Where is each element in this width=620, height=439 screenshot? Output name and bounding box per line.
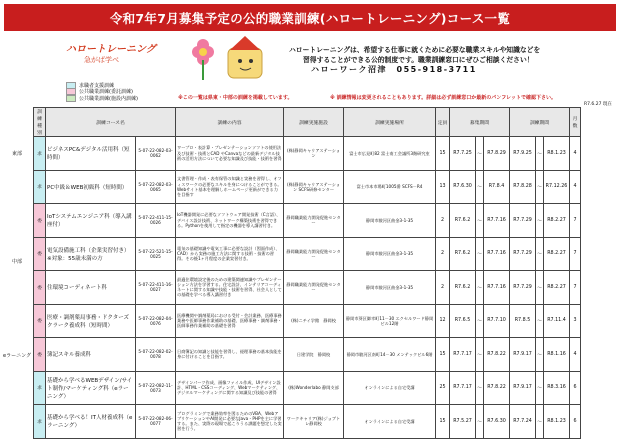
intro-line-2: 習得することができる公的制度です。職業訓練窓口にぜひご相談ください！ xyxy=(303,56,534,64)
course-name: IoTシステムエンジニア科（導入講座付） xyxy=(46,204,136,238)
course-id: 5-07-22-082-06-0077 xyxy=(136,405,176,439)
course-name: 簿記スキル養成科 xyxy=(46,338,136,372)
course-id: 5-07-22-411-16-0027 xyxy=(136,271,176,305)
course-id: 5-07-22-082-02-0078 xyxy=(136,338,176,372)
range-sep: ～ xyxy=(476,237,484,271)
range-sep: ～ xyxy=(476,405,484,439)
mascot-illustration xyxy=(180,36,270,84)
term-end: R7.11.4 xyxy=(544,304,570,338)
recruit-end: R7.7.16 xyxy=(484,204,510,238)
logo-text: ハロートレーニング xyxy=(66,44,156,55)
hello-training-logo xyxy=(66,40,158,65)
course-content: 電気の基礎知識や電気工事に必要な設計（図面作成）、CAD）から実務の施工方法に関する技術・技術の習得。その後1ヶ月程度の企業実習付き。 xyxy=(176,237,284,271)
recruit-end: R7.8.29 xyxy=(484,137,510,171)
months: 6 xyxy=(570,405,581,439)
course-name: 基礎から学べるWEBデザイン/サイト制作/マーケティング科（eラーニング） xyxy=(46,371,136,405)
course-content: プログラミングで業務効率を図るためのVBA、WebアプリケーションやAI開発に必要なJava・PHPを主に学習する。また、実際の現場で起こりうる課題を想定した実習を行う。 xyxy=(176,405,284,439)
capacity: 25 xyxy=(436,371,450,405)
capacity: 12 xyxy=(436,304,450,338)
range-sep: ～ xyxy=(536,371,544,405)
legend-item: 求職者支援訓練 xyxy=(66,82,138,89)
capacity: 15 xyxy=(436,137,450,171)
term-start: R7.8.28 xyxy=(510,170,536,204)
months: 7 xyxy=(570,204,581,238)
training-type: 委 xyxy=(34,338,46,372)
recruit-end: R7.7.16 xyxy=(484,271,510,305)
page-title: 令和7年7月募集予定の公的職業訓練(ハロートレーニング)コース一覧 xyxy=(109,10,511,26)
range-sep: ～ xyxy=(536,304,544,338)
training-place: オンラインによる自宅受講 xyxy=(344,371,436,405)
term-start: R7.9.17 xyxy=(510,338,536,372)
range-sep: ～ xyxy=(536,237,544,271)
course-id: 5-07-22-082-11-0073 xyxy=(136,371,176,405)
recruit-start: R7.6.30 xyxy=(450,170,476,204)
course-name: 医療・調剤薬局事務・ドクターズクラーク養成科（短時間） xyxy=(46,304,136,338)
training-place: 静岡市駿河区南町14－30 メンテックビル6階 xyxy=(344,338,436,372)
course-content: 医療機関や調剤薬局における受付・会計業務、医療事務業務や医師事務作業補助の基礎、医療事務・調剤事務・医師事務作業補助の基礎を習得 xyxy=(176,304,284,338)
col-place: 訓練実施場所 xyxy=(344,108,436,137)
table-row xyxy=(34,371,581,405)
course-name: 基礎から学べる！IT人材養成科（eラーニング） xyxy=(46,405,136,439)
range-sep: ～ xyxy=(476,204,484,238)
training-org: (株)ニチイ学館 静岡校 xyxy=(284,304,344,338)
months: 3 xyxy=(570,304,581,338)
training-type: 委 xyxy=(34,204,46,238)
training-place: 静岡市駿河区曲金3-1-35 xyxy=(344,204,436,238)
range-sep: ～ xyxy=(536,170,544,204)
capacity: 15 xyxy=(436,338,450,372)
months: 7 xyxy=(570,271,581,305)
legend-item: 公共職業訓練(施設内訓練) xyxy=(66,95,138,102)
training-type: 委 xyxy=(34,304,46,338)
course-name: 電気設備施工科（企業実習付き）※対象：55歳未満の方 xyxy=(46,237,136,271)
range-sep: ～ xyxy=(536,271,544,305)
range-sep: ～ xyxy=(536,204,544,238)
course-content: 日商簿記の知識と技能を習得し、経理事務の基本技能を身に付けることを目指す。 xyxy=(176,338,284,372)
term-start: R7.7.29 xyxy=(510,204,536,238)
recruit-end: R7.8.22 xyxy=(484,371,510,405)
course-id: 5-07-22-521-15-0025 xyxy=(136,237,176,271)
capacity: 2 xyxy=(436,271,450,305)
col-course: 訓練コース名 xyxy=(46,108,176,137)
months: 4 xyxy=(570,137,581,171)
term-end: R8.1.16 xyxy=(544,338,570,372)
capacity: 2 xyxy=(436,237,450,271)
capacity: 2 xyxy=(436,204,450,238)
course-name: PC中級＆WEB初級科（短時間） xyxy=(46,170,136,204)
capacity: 15 xyxy=(436,405,450,439)
region-central: 中部 xyxy=(11,259,22,265)
col-recruit-period: 募集期間 xyxy=(450,108,510,137)
updated-date: R7.6.27 現在 xyxy=(584,102,612,107)
table-row xyxy=(34,237,581,271)
recruit-start: R7.7.25 xyxy=(450,137,476,171)
term-start: R7.7.24 xyxy=(510,405,536,439)
term-start: R7.9.25 xyxy=(510,137,536,171)
table-row xyxy=(34,204,581,238)
logo-slogan: 急がば学べ xyxy=(84,56,119,64)
months: 4 xyxy=(570,338,581,372)
term-end: R8.2.27 xyxy=(544,271,570,305)
training-org: 静岡職業能力開発促進センター xyxy=(284,204,344,238)
course-content: デザインパーツ作成、画像ファイル作成、UIデザイン設計、HTML・CSSコーディング、Webマーケティング、デジタルマーケティングに関する知識及び技能の習得 xyxy=(176,371,284,405)
legend-item: 公共職業訓練(委託訓練) xyxy=(66,89,138,96)
course-content: 文書管理・作成・表有保管の知識と実務を習得し、オフィスワークの必要なスキルを身につけることができる。Webサイト基本を理解しホームページ更新ができる力を目指す xyxy=(176,170,284,204)
range-sep: ～ xyxy=(476,338,484,372)
range-sep: ～ xyxy=(536,137,544,171)
legend xyxy=(66,82,138,102)
table-row xyxy=(34,338,581,372)
range-sep: ～ xyxy=(536,405,544,439)
training-type: 委 xyxy=(34,237,46,271)
training-place: 富士市広見町82 富士南工会議所3階研究室 xyxy=(344,137,436,171)
col-months: 月数 xyxy=(570,108,581,137)
recruit-start: R7.6.2 xyxy=(450,271,476,305)
hellowork-contact: ハローワーク沼津 055-918-3711 xyxy=(311,65,477,74)
flower-icon xyxy=(192,39,214,80)
col-training-term: 訓練期間 xyxy=(510,108,570,137)
recruit-start: R7.6.2 xyxy=(450,237,476,271)
term-start: R7.9.17 xyxy=(510,371,536,405)
course-name: ビジネスPC&デジタル活用科（短時間） xyxy=(46,137,136,171)
recruit-end: R7.6.30 xyxy=(484,405,510,439)
training-org: (株)Wonderlabo 静岡支部 xyxy=(284,371,344,405)
page-banner xyxy=(4,4,616,31)
table-header xyxy=(34,108,581,137)
intro-message xyxy=(289,45,607,75)
months: 7 xyxy=(570,237,581,271)
training-place: 静岡市駿河区曲金3-1-35 xyxy=(344,237,436,271)
course-id: 5-07-22-082-04-0076 xyxy=(136,304,176,338)
term-end: R8.1.23 xyxy=(544,405,570,439)
training-org: 日建学院 静岡校 xyxy=(284,338,344,372)
course-id: 5-07-22-411-15-0026 xyxy=(136,204,176,238)
course-content: 最適住環境設定後のための建築関連知識やプレゼンテーション方法を学習する。住宅設計、インテリアコーディネートに関する知識や技能・技術を習得、社会人としての基礎を学べる導入講習付き xyxy=(176,271,284,305)
range-sep: ～ xyxy=(476,271,484,305)
term-end: R8.1.23 xyxy=(544,137,570,171)
training-place: 富士市本市場町1005番 SCFS－R4 xyxy=(344,170,436,204)
training-place: オンラインによる自宅受講 xyxy=(344,405,436,439)
course-content: IoT機器開発に必要なソフトウェア開発技術（C言語）、デバイス設計技術、ネットワーク構築技術を習得できる。Pythonを使用して指定の機器を導入講習付き。 xyxy=(176,204,284,238)
recruit-start: R7.7.17 xyxy=(450,338,476,372)
course-id: 5-07-22-082-03-0062 xyxy=(136,137,176,171)
term-start: R7.8.5 xyxy=(510,304,536,338)
training-org: (株)静岡キャリアステーション xyxy=(284,137,344,171)
range-sep: ～ xyxy=(476,371,484,405)
term-end: R8.2.27 xyxy=(544,204,570,238)
course-id: 5-07-22-082-03-0065 xyxy=(136,170,176,204)
training-place: 静岡市駿河区曲金3-1-35 xyxy=(344,271,436,305)
table-row xyxy=(34,170,581,204)
col-org: 訓練実施施設 xyxy=(284,108,344,137)
intro-line-1: ハロートレーニングは、希望する仕事に就くために必要な職業スキルや知識などを xyxy=(289,46,541,54)
training-type: 求 xyxy=(34,405,46,439)
region-east: 東部 xyxy=(11,151,22,157)
training-org: 静岡職業能力開発促進センター xyxy=(284,271,344,305)
term-end: R8.2.27 xyxy=(544,237,570,271)
col-content: 訓練の内容 xyxy=(176,108,284,137)
col-capacity: 定員 xyxy=(436,108,450,137)
training-org: ワークキャリア(株)ジョブトレ静岡校 xyxy=(284,405,344,439)
recruit-end: R7.8.22 xyxy=(484,338,510,372)
training-place: 静岡市葵区御幸町11－30 エクセルワード静岡ビル12階 xyxy=(344,304,436,338)
recruit-start: R7.7.17 xyxy=(450,371,476,405)
col-type: 訓練種別 xyxy=(34,108,46,137)
recruit-start: R7.5.27 xyxy=(450,405,476,439)
mascot-icon xyxy=(228,36,262,78)
capacity: 13 xyxy=(436,170,450,204)
training-org: (株)静岡キャリアステーション SCFS研修センター xyxy=(284,170,344,204)
change-note: ※ 訓練情報は変更されることもあります。詳細は必ず訓練窓口か最新のパンフレットで確認下さい。 xyxy=(330,95,556,101)
range-sep: ～ xyxy=(476,304,484,338)
scope-note: ※この一覧は県東・中部の訓練を掲載しています。 xyxy=(178,95,293,101)
table-row xyxy=(34,304,581,338)
table-row xyxy=(34,137,581,171)
region-online: eラーニング xyxy=(3,353,31,359)
term-end: R8.3.16 xyxy=(544,371,570,405)
recruit-end: R7.7.10 xyxy=(484,304,510,338)
course-table xyxy=(33,107,581,439)
training-type: 求 xyxy=(34,137,46,171)
recruit-start: R7.6.5 xyxy=(450,304,476,338)
training-type: 求 xyxy=(34,170,46,204)
recruit-start: R7.6.2 xyxy=(450,204,476,238)
term-end: R7.12.26 xyxy=(544,170,570,204)
course-name: 住環境コーディネート科 xyxy=(46,271,136,305)
range-sep: ～ xyxy=(536,338,544,372)
months: 6 xyxy=(570,371,581,405)
training-type: 求 xyxy=(34,371,46,405)
term-start: R7.7.29 xyxy=(510,237,536,271)
training-type: 委 xyxy=(34,271,46,305)
months: 4 xyxy=(570,170,581,204)
recruit-end: R7.8.4 xyxy=(484,170,510,204)
range-sep: ～ xyxy=(476,170,484,204)
term-start: R7.7.29 xyxy=(510,271,536,305)
recruit-end: R7.7.16 xyxy=(484,237,510,271)
training-org: 静岡職業能力開発促進センター xyxy=(284,237,344,271)
table-row xyxy=(34,271,581,305)
range-sep: ～ xyxy=(476,137,484,171)
table-row xyxy=(34,405,581,439)
course-content: ワープロ・表計算・プレゼンテーションソフトの使用法及び技術・技術とCAD やCanvaなどの最新デジタル技術の活用方法について必要な知識及び技能・技術を習得 xyxy=(176,137,284,171)
